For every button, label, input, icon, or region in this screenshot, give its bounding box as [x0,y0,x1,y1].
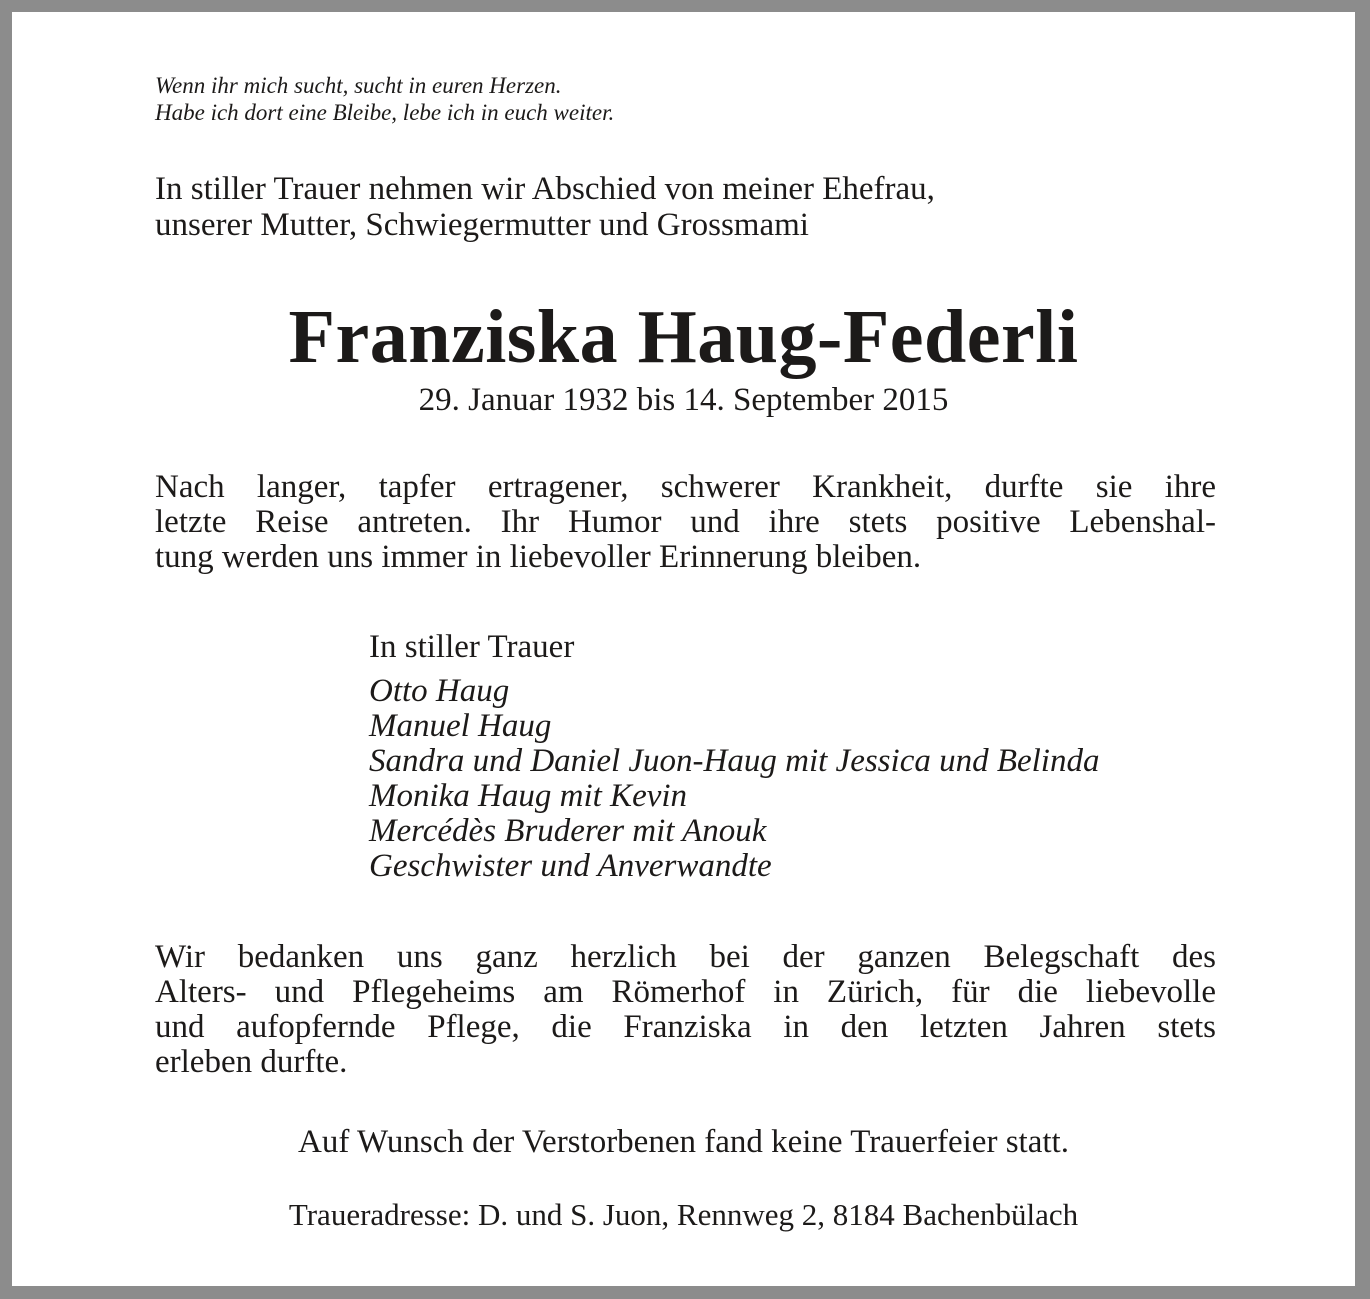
mourner-name: Monika Haug mit Kevin [369,778,688,814]
intro-text [155,171,935,243]
mourners-heading: In stiller Trauer [369,629,575,665]
thanks-line: Alters- und Pflegeheims am Römerhof in Zürich, für die liebevolle [155,974,1216,1010]
intro-line: unserer Mutter, Schwiegermutter und Grossmami [155,207,809,243]
thanks-paragraph [155,940,1216,1080]
mourner-name: Mercédès Bruderer mit Anouk [369,813,767,849]
thanks-line: und aufopfernde Pflege, die Franziska in den letzten Jahren stets [155,1009,1216,1045]
motto-line: Wenn ihr mich sucht, sucht in euren Herzen. [155,73,562,98]
motto-line: Habe ich dort eine Bleibe, lebe ich in euch weiter. [155,100,615,125]
tribute-line: letzte Reise antreten. Ihr Humor und ihre stets positive Lebenshal- [155,504,1216,540]
tribute-paragraph [155,470,1216,575]
mourner-name: Geschwister und Anverwandte [369,848,772,884]
intro-line: In stiller Trauer nehmen wir Abschied von meiner Ehefrau, [155,171,935,207]
mourning-address: Traueradresse: D. und S. Juon, Rennweg 2, 8184 Bachenbülach [288,1197,1079,1232]
mourners-list [369,674,1099,884]
no-ceremony-notice: Auf Wunsch der Verstorbenen fand keine Trauerfeier statt. [298,1124,1069,1160]
mourners-block [369,630,1099,884]
thanks-line: Wir bedanken uns ganz herzlich bei der ganzen Belegschaft des [155,939,1216,975]
mourner-name: Sandra und Daniel Juon-Haug mit Jessica und Belinda [369,743,1100,779]
obituary-notice [12,12,1355,1286]
thanks-line: erleben durfte. [155,1044,348,1080]
mourner-name: Manuel Haug [369,708,552,744]
life-dates: 29. Januar 1932 bis 14. September 2015 [418,382,949,418]
mourner-name: Otto Haug [369,673,510,709]
deceased-name: Franziska Haug-Federli [288,295,1079,379]
tribute-line: tung werden uns immer in liebevoller Erinnerung bleiben. [155,539,922,575]
motto-quote [155,72,614,126]
tribute-line: Nach langer, tapfer ertragener, schwerer Krankheit, durfte sie ihre [155,469,1216,505]
